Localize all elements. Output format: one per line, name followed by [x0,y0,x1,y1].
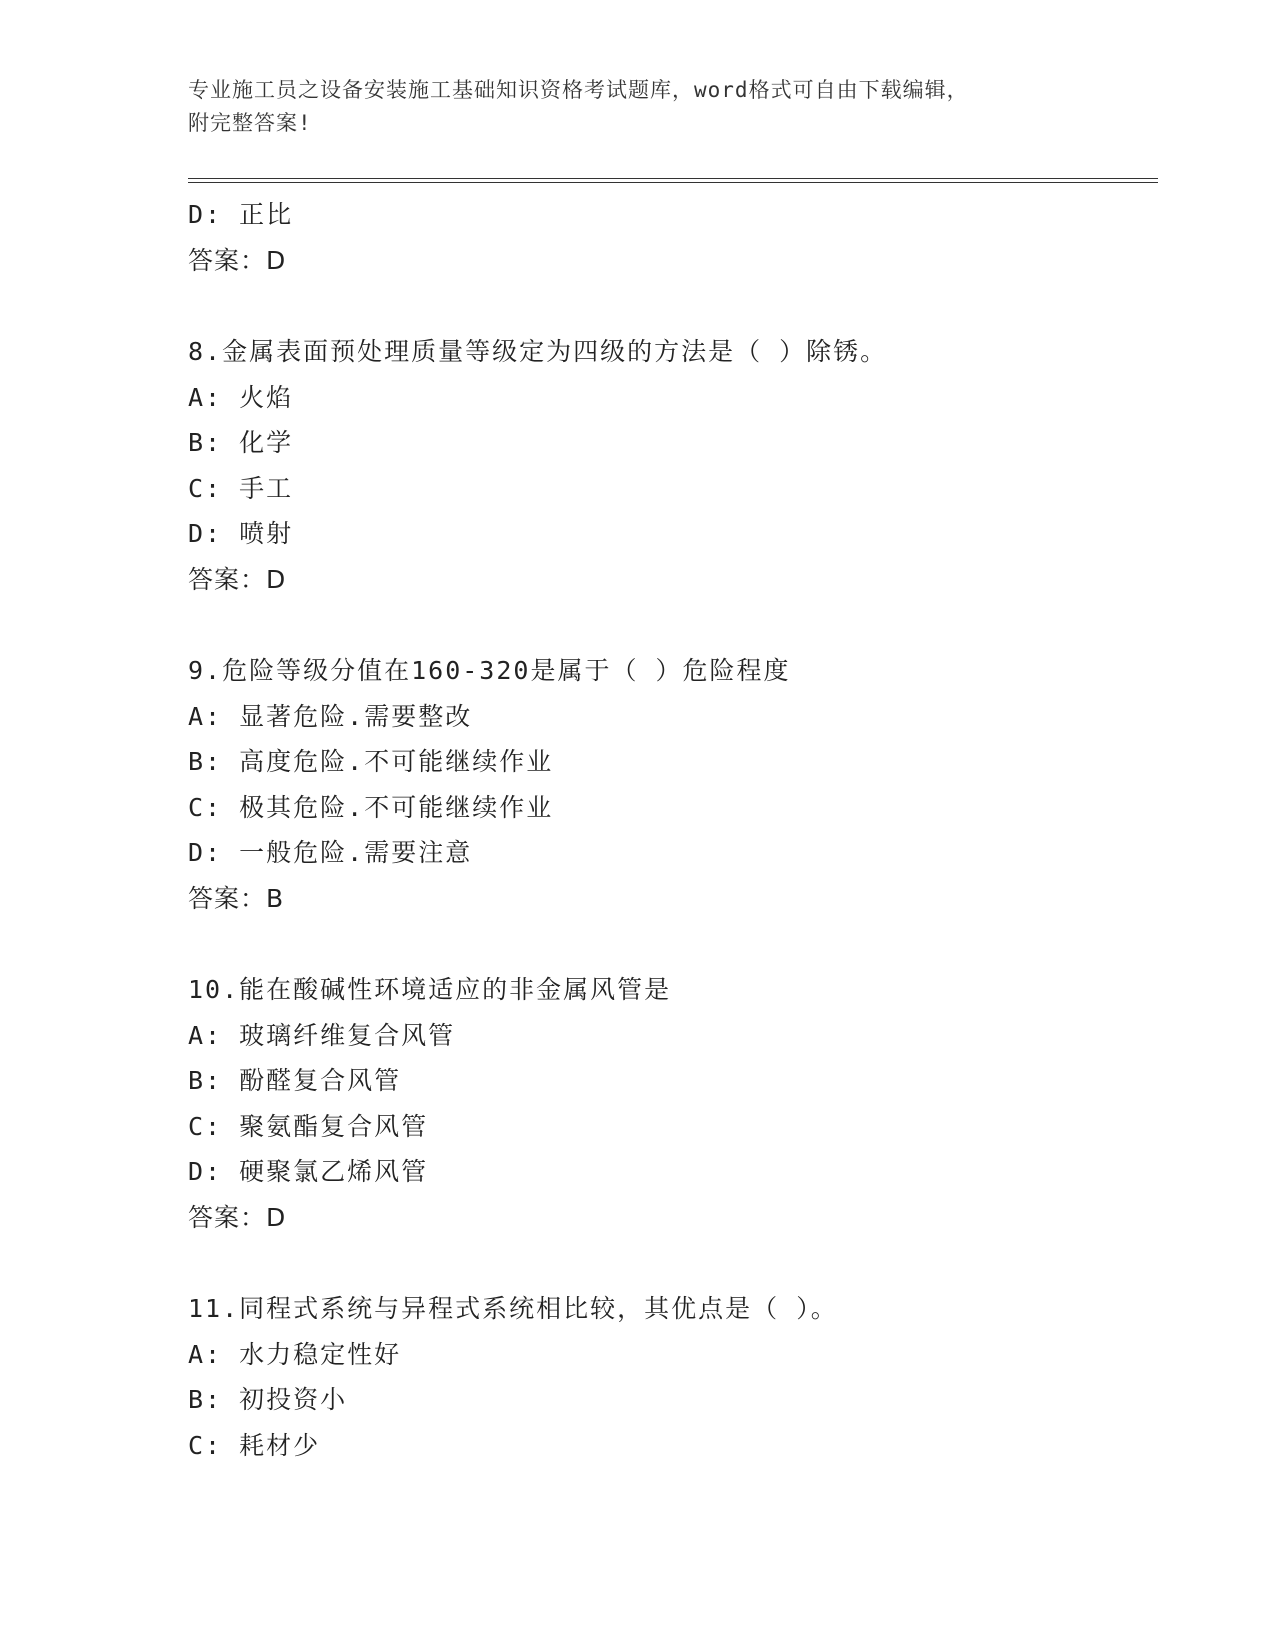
option-a: A: 玻璃纤维复合风管 [188,1020,456,1050]
question-stem: 8.金属表面预处理质量等级定为四级的方法是（ ）除锈。 [188,337,888,366]
option-b: B: 高度危险.不可能继续作业 [188,747,554,776]
header-divider [188,178,1158,183]
document-page [188,0,1158,1650]
option-d: D: 一般危险.需要注意 [188,838,473,867]
option-c: C: 聚氨酯复合风管 [188,1111,429,1141]
option-c: C: 手工 [188,473,294,503]
question-spacer [188,921,1158,967]
question-stem: 10.能在酸碱性环境适应的非金属风管是 [188,975,672,1004]
option-b: B: 酚醛复合风管 [188,1066,402,1095]
answer-line: 答案：D [188,245,287,275]
option-a: A: 火焰 [188,382,294,412]
document-header [188,74,1088,140]
answer-line: 答案：B [188,883,285,913]
question-stem: 9.危险等级分值在160-320是属于（ ）危险程度 [188,656,791,685]
header-title-line-1: 专业施工员之设备安装施工基础知识资格考试题库，word格式可自由下载编辑， [188,78,969,102]
header-title-line-2: 附完整答案! [188,111,312,135]
question-spacer [188,602,1158,648]
question-block-8 [188,329,1158,602]
option-a: A: 显著危险.需要整改 [188,701,473,731]
option-c: C: 耗材少 [188,1430,321,1460]
option-b: B: 化学 [188,428,294,457]
option-d: D: 喷射 [188,519,294,548]
question-block-10 [188,967,1158,1240]
answer-line: 答案：D [188,564,287,594]
option-d: D: 硬聚氯乙烯风管 [188,1157,429,1186]
option-c: C: 极其危险.不可能继续作业 [188,792,554,822]
option-a: A: 水力稳定性好 [188,1339,402,1369]
question-block-11 [188,1286,1158,1468]
question-spacer [188,283,1158,329]
answer-line: 答案：D [188,1202,287,1232]
option-b: B: 初投资小 [188,1385,348,1414]
question-spacer [188,1240,1158,1286]
option-d: D: 正比 [188,200,294,229]
question-block-9 [188,648,1158,921]
question-list [188,192,1158,1468]
question-stem: 11.同程式系统与异程式系统相比较，其优点是（ ）。 [188,1294,838,1323]
